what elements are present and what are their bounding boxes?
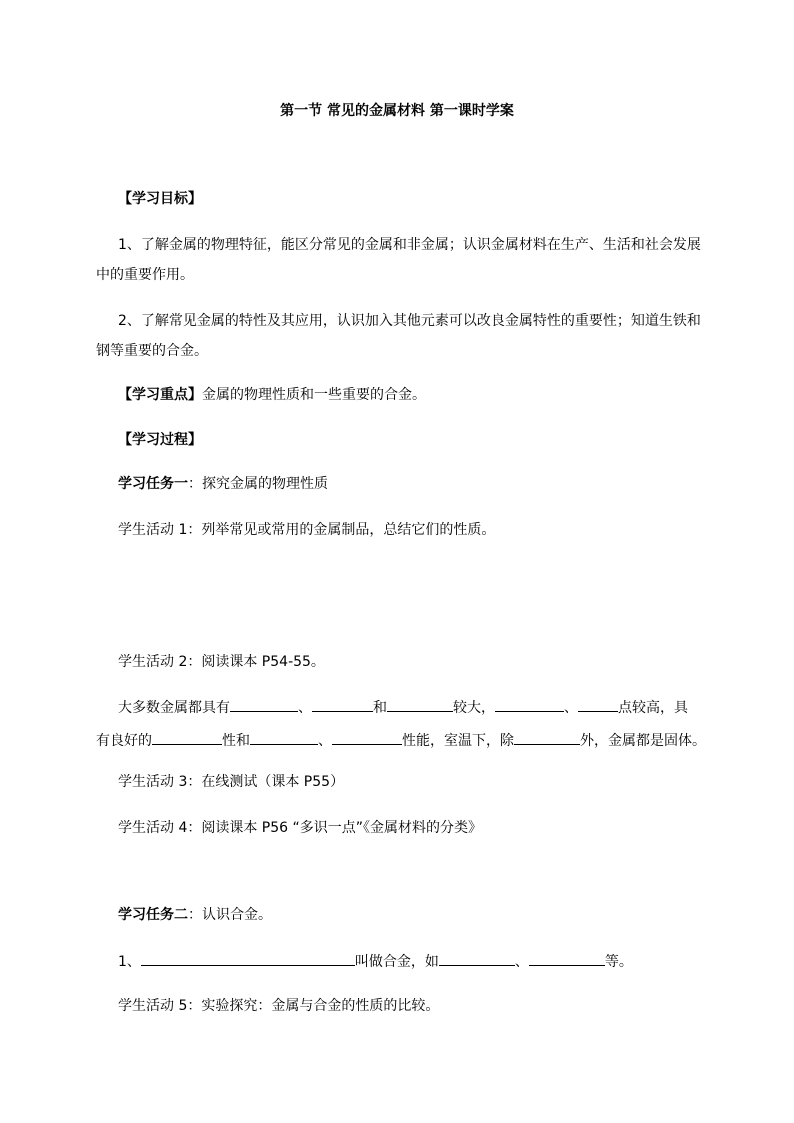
- fill-paragraph-line-3: [118, 951, 633, 972]
- focus-paragraph: [118, 385, 426, 405]
- task-1-text: ：探究金属的物理性质: [188, 476, 328, 492]
- fill2-text-2: 性和: [222, 733, 250, 749]
- process-heading: 【学习过程】: [118, 432, 202, 448]
- task-2-text: ：认识合金。: [188, 907, 272, 923]
- fill-blank[interactable]: [578, 697, 618, 712]
- fill1-text-1: 大多数金属都具有: [118, 700, 230, 716]
- goal-1-line-2: 中的重要作用。: [96, 267, 194, 283]
- fill-blank[interactable]: [495, 697, 564, 712]
- fill1-text-2: 、: [298, 700, 312, 716]
- goal-2-line-1: 2、了解常见金属的特性及其应用，认识加入其他元素可以改良金属特性的重要性；知道生铁和: [118, 313, 701, 329]
- activity-4: 学生活动 4：阅读课本 P56 “多识一点”《金属材料的分类》: [118, 820, 483, 836]
- fill-blank[interactable]: [332, 730, 402, 745]
- fill-blank[interactable]: [439, 951, 515, 966]
- fill-blank[interactable]: [312, 697, 373, 712]
- fill1-text-6: 点较高，具: [618, 700, 688, 716]
- fill3-text-1: 1、: [118, 954, 141, 970]
- task-2-label: 学习任务二: [118, 907, 188, 923]
- fill-blank[interactable]: [387, 697, 453, 712]
- task-1-line: [118, 474, 328, 494]
- fill1-text-3: 和: [373, 700, 387, 716]
- fill-blank[interactable]: [141, 951, 355, 966]
- task-1-label: 学习任务一: [118, 476, 188, 492]
- fill2-text-1: 有良好的: [96, 733, 152, 749]
- focus-heading: 【学习重点】: [118, 387, 202, 403]
- fill-blank[interactable]: [152, 730, 222, 745]
- activity-1: 学生活动 1：列举常见或常用的金属制品，总结它们的性质。: [118, 522, 496, 538]
- fill3-text-4: 等。: [604, 954, 633, 970]
- activity-3: 学生活动 3：在线测试（课本 P55）: [118, 774, 345, 790]
- fill3-text-3: 、: [514, 954, 529, 970]
- goal-1-line-1: 1、了解金属的物理特征，能区分常见的金属和非金属；认识金属材料在生产、生活和社会发展: [118, 237, 701, 253]
- fill-blank[interactable]: [529, 951, 605, 966]
- task-2-line: [118, 905, 272, 925]
- activity-5: 学生活动 5：实验探究：金属与合金的性质的比较。: [118, 998, 440, 1014]
- fill2-text-5: 外，金属都是固体。: [580, 733, 706, 749]
- focus-text: 金属的物理性质和一些重要的合金。: [202, 387, 426, 403]
- fill-blank[interactable]: [514, 730, 580, 745]
- goal-2-line-2: 钢等重要的合金。: [96, 343, 208, 359]
- fill-blank[interactable]: [230, 697, 298, 712]
- fill1-text-5: 、: [564, 700, 578, 716]
- goals-heading: 【学习目标】: [118, 191, 202, 207]
- fill2-text-4: 性能，室温下，除: [402, 733, 514, 749]
- fill-paragraph-line-2: [96, 730, 706, 751]
- fill1-text-4: 较大，: [453, 700, 495, 716]
- fill-blank[interactable]: [250, 730, 318, 745]
- fill3-text-2: 叫做合金，如: [354, 954, 439, 970]
- fill2-text-3: 、: [318, 733, 332, 749]
- document-title: 第一节 常见的金属材料 第一课时学案: [280, 103, 514, 119]
- fill-paragraph-line-1: [118, 697, 688, 718]
- activity-2: 学生活动 2：阅读课本 P54-55。: [118, 654, 325, 670]
